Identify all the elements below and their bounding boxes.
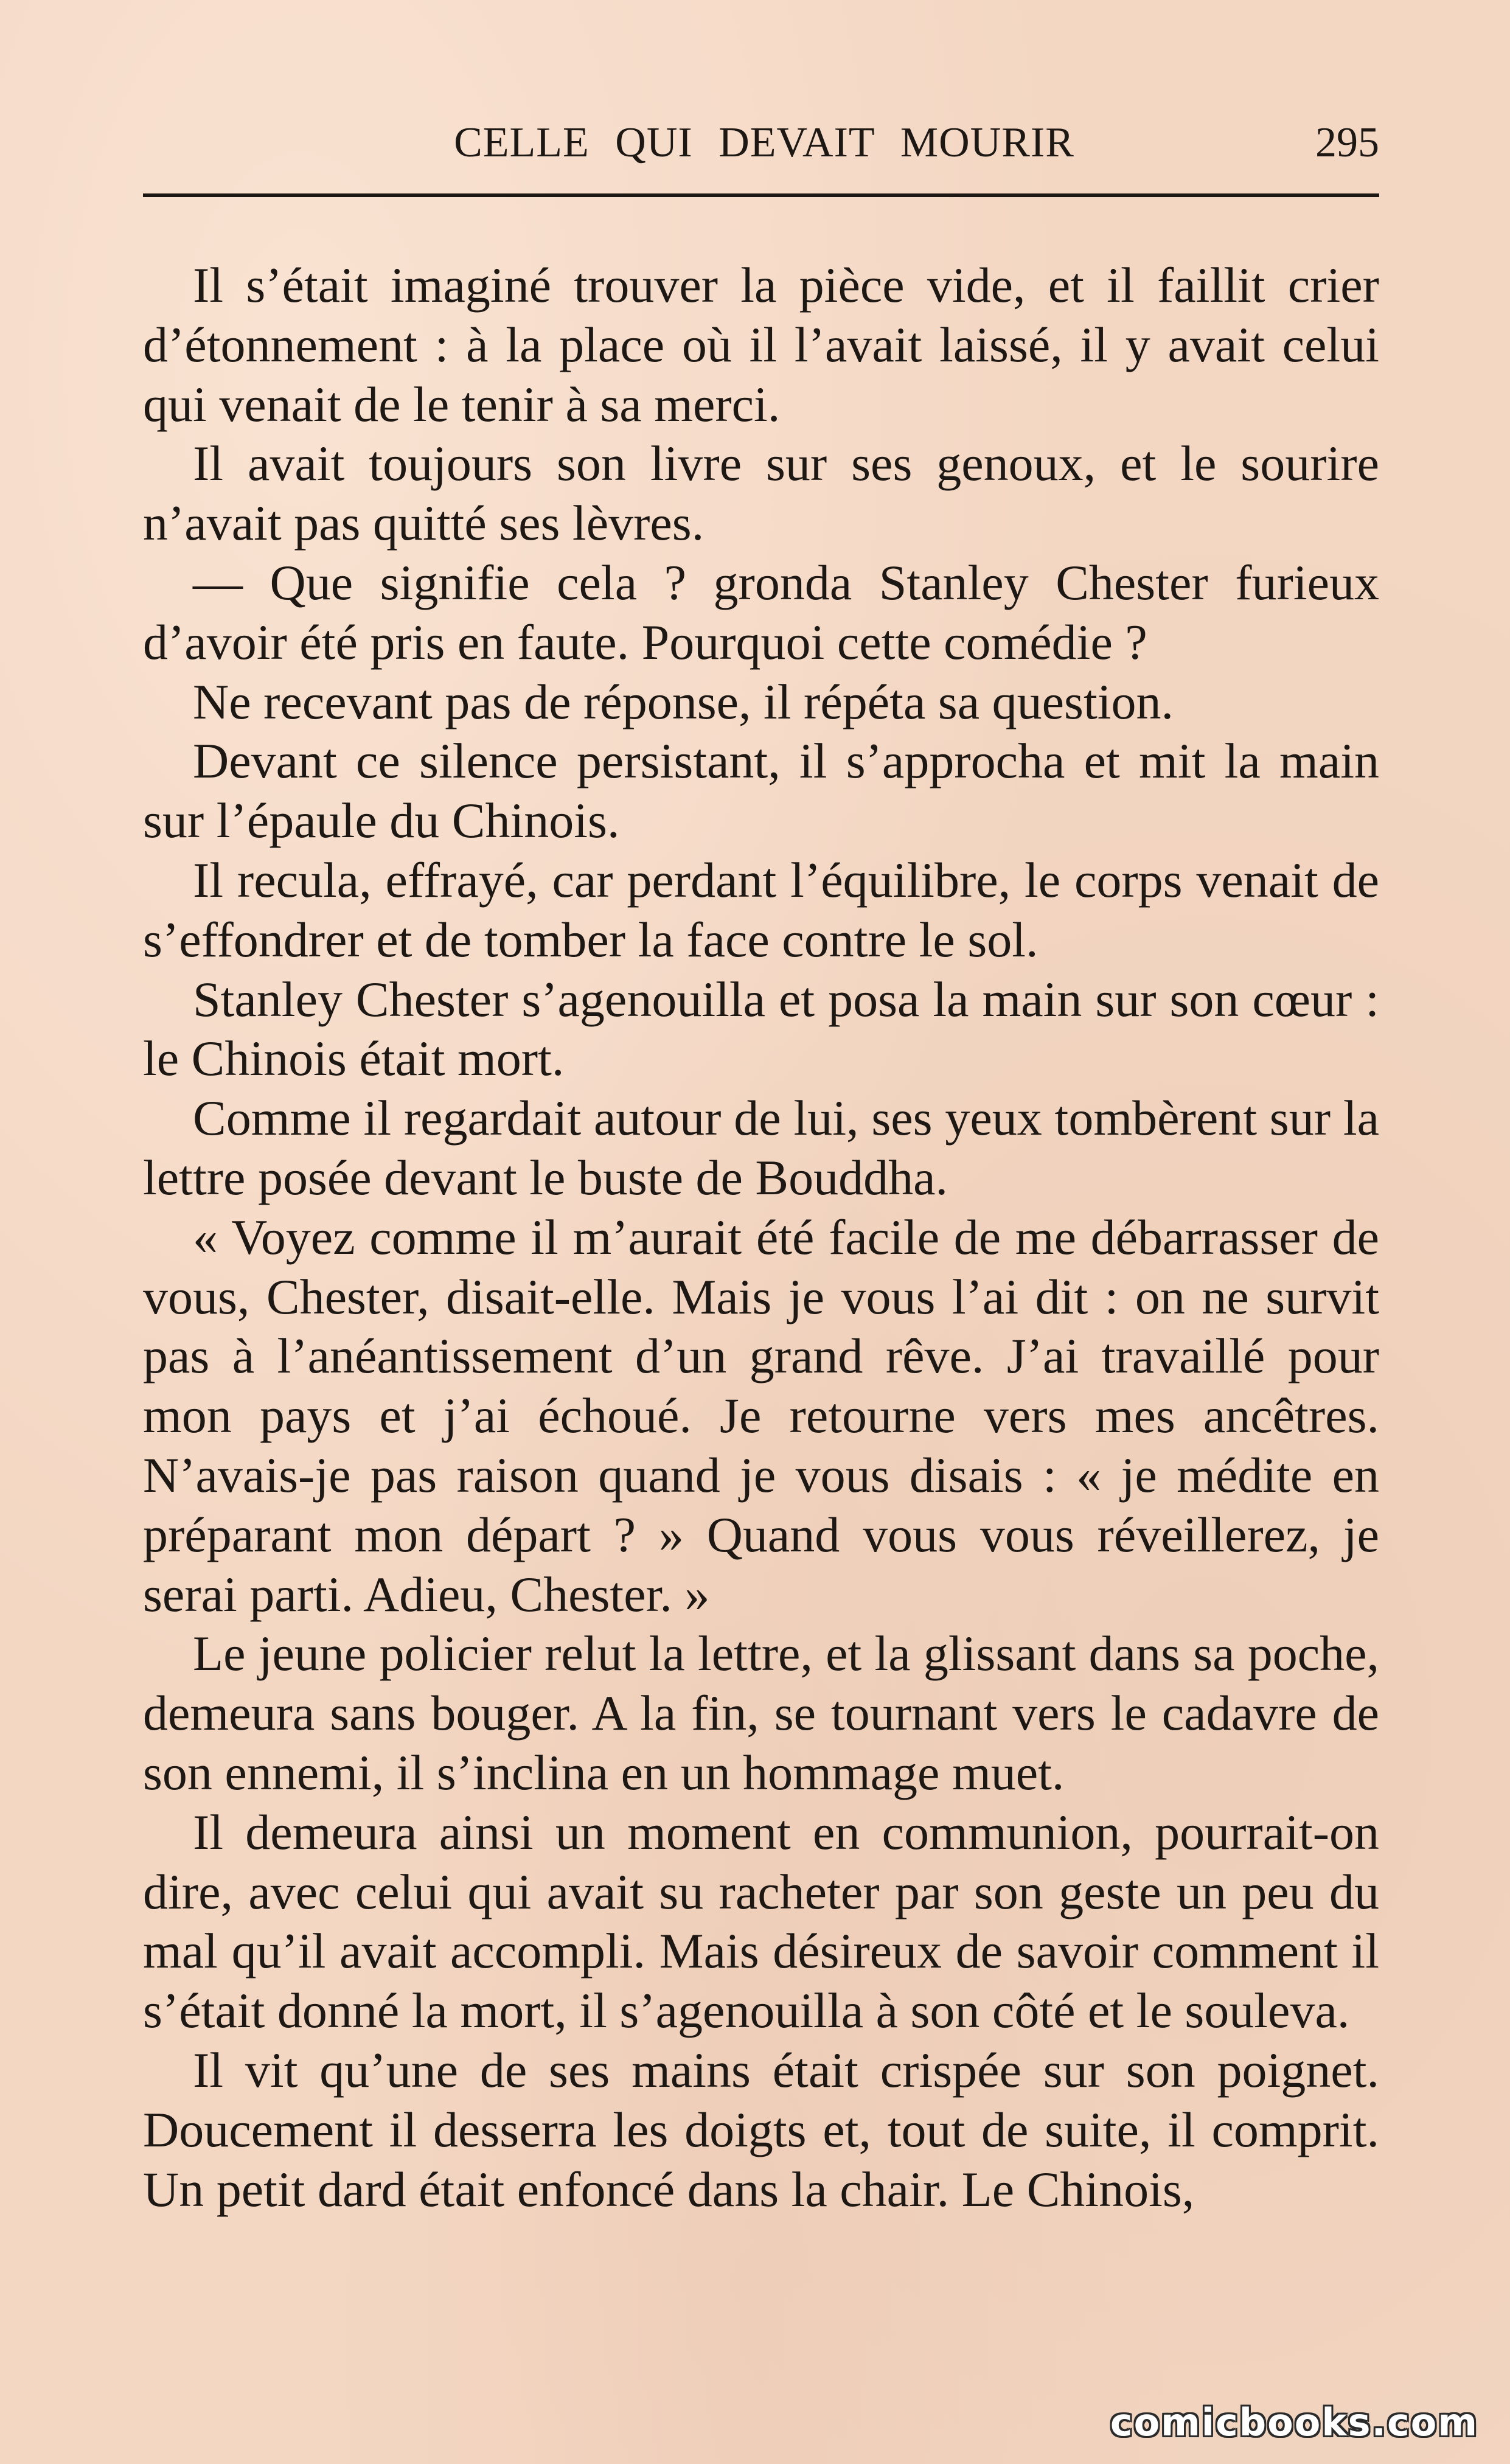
watermark: comicbooks.com	[1110, 2400, 1478, 2445]
paragraph: Le jeune policier relut la lettre, et la glissant dans sa poche, demeura sans bouger. A la fin, se tournant vers le cadavre de son ennemi, il s’inclina en un hommage muet.	[143, 1626, 1379, 1800]
header-rule	[143, 193, 1379, 197]
paragraph: Comme il regardait autour de lui, ses yeux tombèrent sur la lettre posée devant le buste de Bouddha.	[143, 1090, 1379, 1205]
body-text	[143, 256, 1379, 2219]
paragraph: Il recula, effrayé, car perdant l’équilibre, le corps venait de s’effondrer et de tomber la face contre le sol.	[143, 852, 1379, 967]
paragraph: « Voyez comme il m’aurait été facile de me débarrasser de vous, Chester, disait-elle. Mais je vous l’ai dit : on ne survit pas à l’anéantissement d’un grand rêve. J’ai travaillé pour mon pays et j’ai échoué. Je retourne vers mes ancêtres. N’avais-je pas raison quand je vous disais : « je médite en préparant mon départ ? » Quand vous vous réveillerez, je serai parti. Adieu, Chester. »	[143, 1209, 1379, 1622]
paragraph: Il vit qu’une de ses mains était crispée sur son poignet. Doucement il desserra les doigts et, tout de suite, il comprit. Un petit dard était enfoncé dans la chair. Le Chinois,	[143, 2042, 1379, 2217]
paragraph: Il avait toujours son livre sur ses genoux, et le sourire n’avait pas quitté ses lèvres.	[143, 436, 1379, 551]
paragraph: — Que signifie cela ? gronda Stanley Chester furieux d’avoir été pris en faute. Pourquoi cette comédie ?	[143, 554, 1379, 670]
running-title: CELLE QUI DEVAIT MOURIR	[454, 119, 1074, 166]
paragraph: Devant ce silence persistant, il s’approcha et mit la main sur l’épaule du Chinois.	[143, 733, 1379, 849]
running-head	[143, 110, 1379, 183]
paragraph: Il demeura ainsi un moment en communion, pourrait-on dire, avec celui qui avait su racheter par son geste un peu du mal qu’il avait accompli. Mais désireux de savoir comment il s’était donné la mort, il s’agenouilla à son côté et le souleva.	[143, 1804, 1379, 2039]
page-number: 295	[1315, 119, 1379, 166]
paragraph: Stanley Chester s’agenouilla et posa la main sur son cœur : le Chinois était mort.	[143, 971, 1379, 1087]
paragraph: Il s’était imaginé trouver la pièce vide, et il faillit crier d’étonnement : à la place où il l’avait laissé, il y avait celui qui venait de le tenir à sa merci.	[143, 257, 1379, 432]
paragraph: Ne recevant pas de réponse, il répéta sa question.	[193, 673, 1174, 729]
